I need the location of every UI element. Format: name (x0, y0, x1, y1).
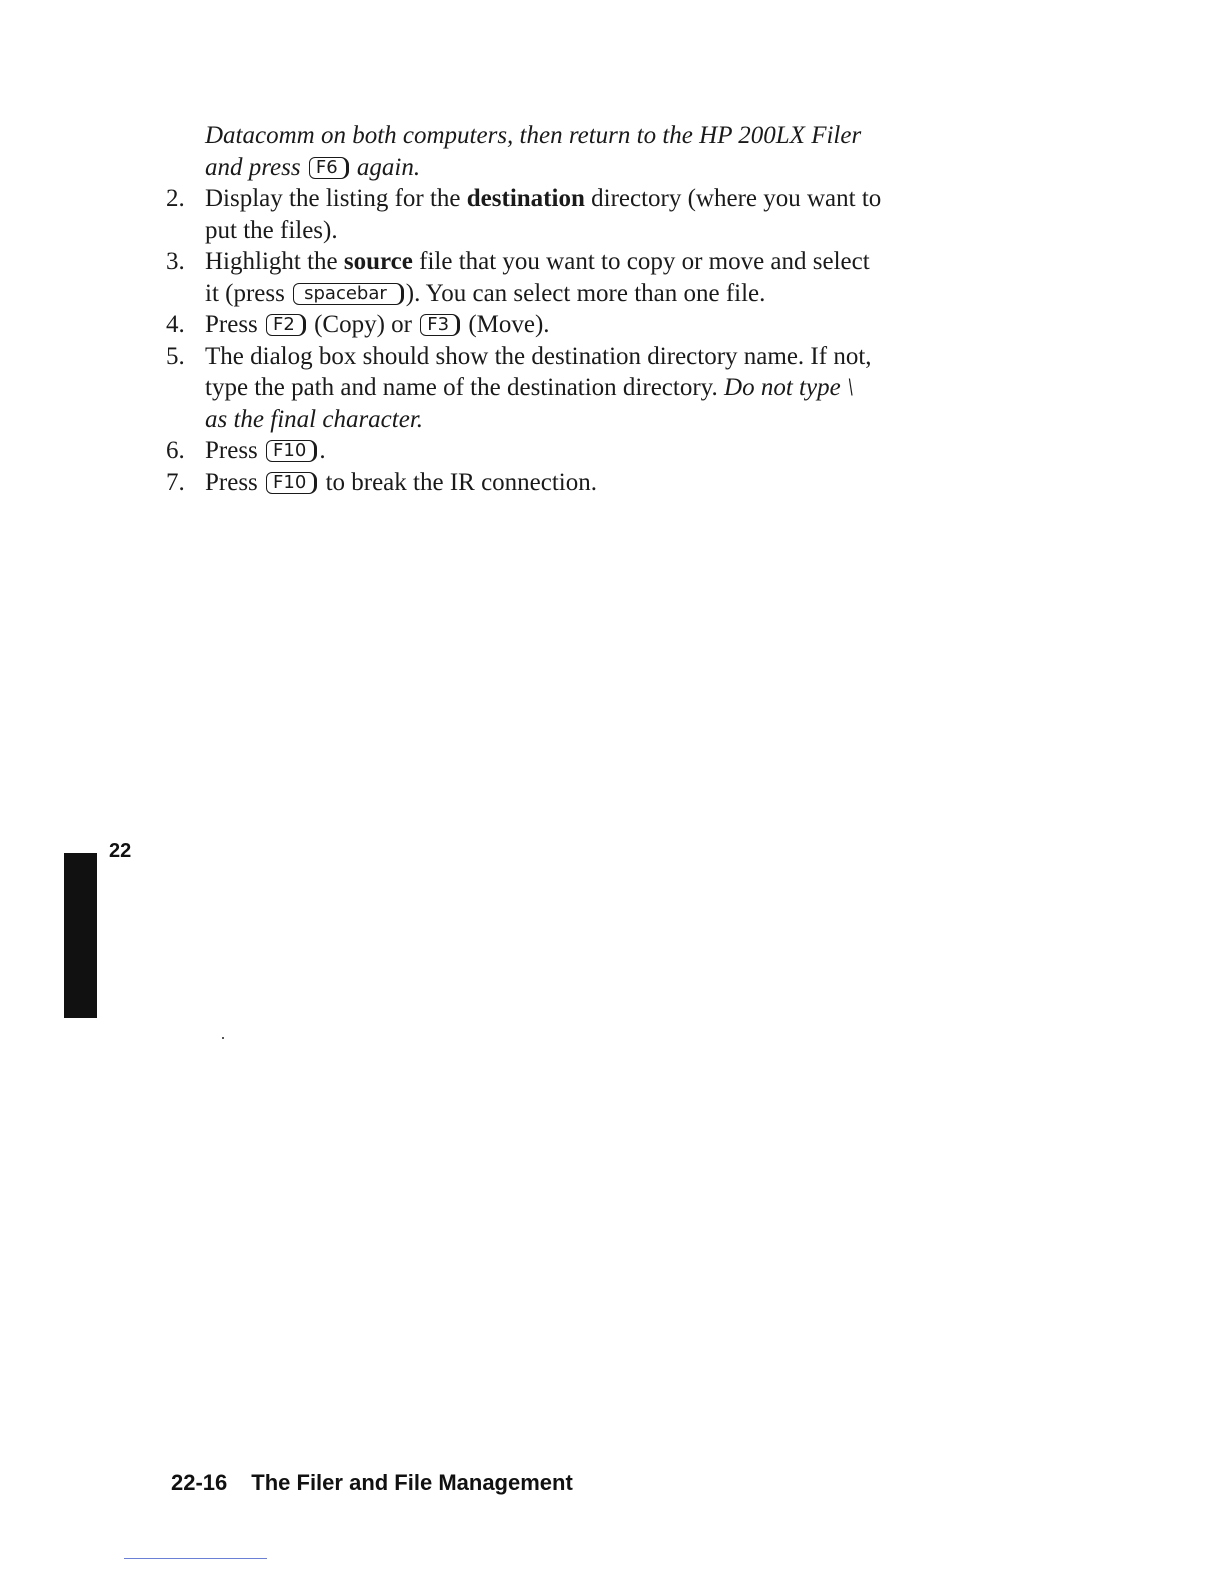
keycap-f10: F10 (266, 440, 317, 462)
bottom-rule (124, 1558, 267, 1559)
keycap-spacebar: spacebar (293, 283, 404, 305)
step-5 (166, 341, 996, 373)
step-3-continuation (166, 278, 996, 310)
step-number: 7. (166, 468, 185, 496)
text-run: again. (356, 153, 421, 181)
scan-speck (222, 1037, 224, 1039)
step-2-continuation (166, 215, 996, 247)
keycap-f6: F6 (309, 157, 349, 179)
text-run: file that you want to copy or move and select (419, 248, 870, 275)
step-number: 2. (166, 185, 185, 212)
chapter-tab-number: 22 (109, 840, 132, 862)
text-run: put the files). (205, 216, 338, 244)
step-2 (166, 183, 996, 215)
chapter-title: The Filer and File Management (251, 1470, 573, 1495)
text-run: directory (where you want to (591, 185, 882, 212)
step-number: 6. (166, 437, 185, 464)
step-number: 5. (166, 342, 185, 370)
text-run: Display the listing for the (205, 185, 461, 212)
text-run: The dialog box should show the destination directory name. If not, (205, 342, 872, 370)
italic-note: Do not type \ (724, 374, 854, 401)
step-number: 4. (166, 311, 185, 338)
text-run: to break the IR connection. (325, 468, 597, 496)
text-run: it (press (205, 279, 285, 307)
chapter-tab-bar (64, 853, 97, 1018)
step-4 (166, 309, 996, 341)
step-5-continuation (166, 404, 996, 436)
step-1-continuation (166, 152, 996, 184)
page-number: 22-16 (171, 1470, 228, 1495)
text-run: Highlight the (205, 248, 338, 275)
step-5-continuation (166, 372, 996, 404)
italic-note: as the final character. (205, 405, 424, 433)
bold-term: source (343, 248, 413, 275)
step-number: 3. (166, 248, 185, 275)
keycap-f2: F2 (266, 314, 306, 336)
text-run: . (319, 437, 326, 464)
text-run: Press (205, 468, 258, 496)
keycap-f10: F10 (266, 472, 317, 494)
procedure-steps (166, 120, 996, 498)
step-3 (166, 246, 996, 278)
step-7 (166, 467, 996, 499)
text-run: (Move). (468, 311, 550, 338)
text-run: (Copy) or (314, 311, 413, 338)
bold-term: destination (466, 185, 585, 212)
text-run: Press (205, 311, 258, 338)
text-run: type the path and name of the destination directory. (205, 374, 718, 401)
step-6 (166, 435, 996, 467)
text-run: ). You can select more than one file. (405, 279, 766, 307)
text-run: Press (205, 437, 258, 464)
keycap-f3: F3 (420, 314, 460, 336)
page-footer (171, 1470, 573, 1496)
step-1-continuation (166, 120, 996, 152)
text-run: Datacomm on both computers, then return to the HP 200LX Filer (205, 122, 862, 149)
text-run: and press (205, 153, 301, 181)
